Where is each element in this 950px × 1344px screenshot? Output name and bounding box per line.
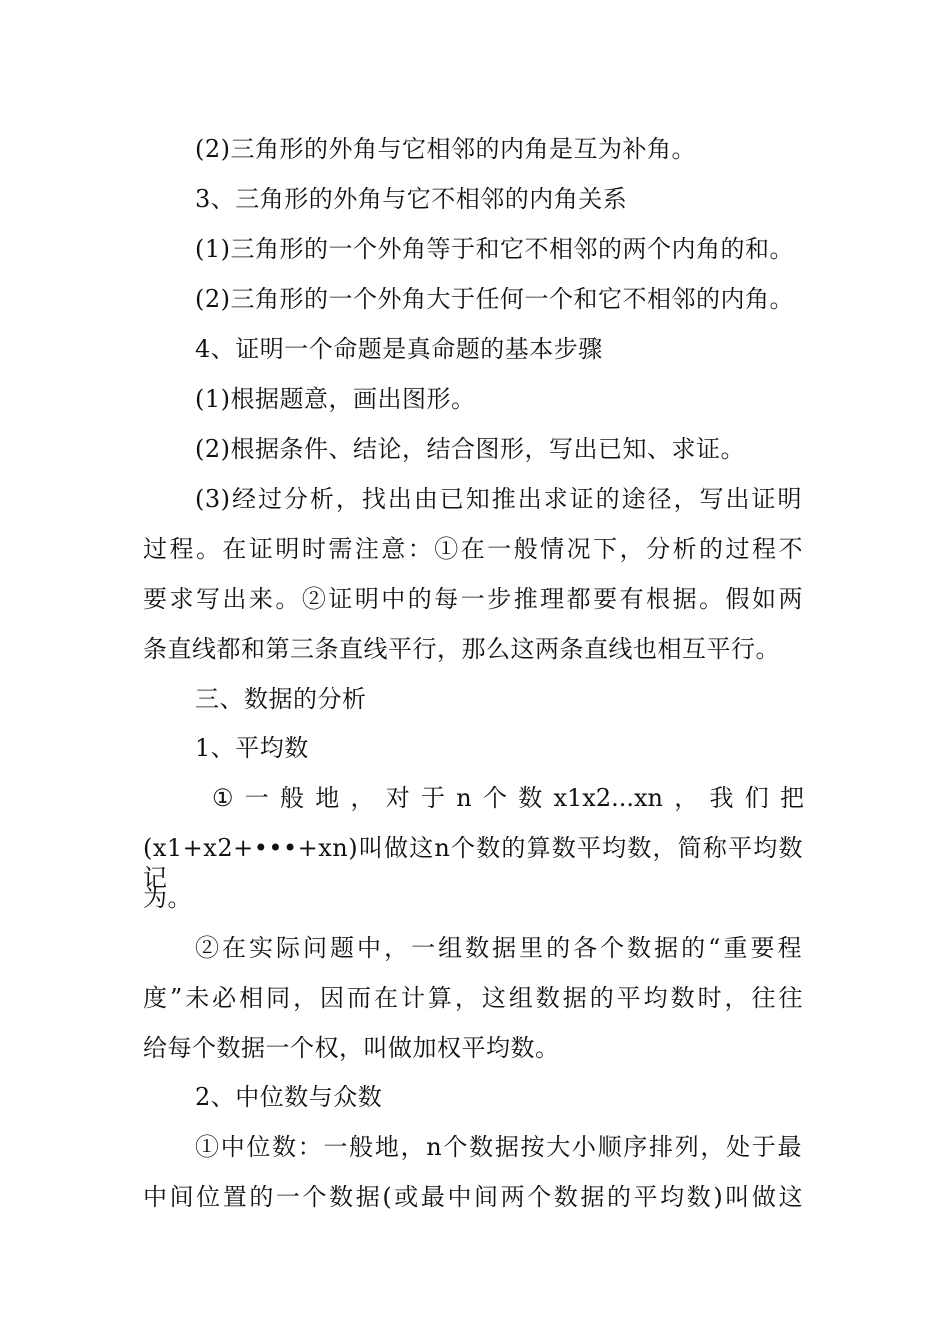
text-token: 数 <box>518 784 543 812</box>
text-token: 般 <box>280 784 305 812</box>
text-token: 一 <box>244 784 269 812</box>
text-token: 地 <box>315 784 340 812</box>
text-line: 度”未必相同，因而在计算，这组数据的平均数时，往往 <box>143 984 803 1012</box>
text-token: 个 <box>482 784 507 812</box>
text-line: 条直线都和第三条直线平行，那么这两条直线也相互平行。 <box>143 635 780 663</box>
text-token: 把 <box>779 784 804 812</box>
subsection-heading: 2、中位数与众数 <box>195 1083 383 1111</box>
text-line: 过程。在证明时需注意：①在一般情况下，分析的过程不 <box>143 535 803 563</box>
text-line: ①中位数：一般地，n个数据按大小顺序排列，处于最 <box>195 1133 802 1161</box>
text-token: 我 <box>709 784 734 812</box>
text-line: (x1+x2+•••+xn)叫做这n个数的算数平均数，简称平均数记 <box>143 834 803 892</box>
text-line: 4、证明一个命题是真命题的基本步骤 <box>195 335 603 363</box>
text-token: ① <box>212 784 234 812</box>
text-line: 要求写出来。②证明中的每一步推理都要有根据。假如两 <box>143 585 803 613</box>
text-line: 中间位置的一个数据(或最中间两个数据的平均数)叫做这 <box>143 1183 803 1211</box>
text-line: (1)三角形的一个外角等于和它不相邻的两个内角的和。 <box>195 235 794 263</box>
text-line: 3、三角形的外角与它不相邻的内角关系 <box>195 185 628 213</box>
text-token: n <box>456 784 472 812</box>
text-token: x1x2...xn <box>553 784 663 812</box>
text-line: 为。 <box>143 884 192 912</box>
text-line: ②在实际问题中，一组数据里的各个数据的“重要程 <box>195 934 802 962</box>
section-heading: 三、数据的分析 <box>195 685 367 713</box>
text-line: (1)根据题意，画出图形。 <box>195 385 476 413</box>
text-token: ， <box>674 784 699 812</box>
spaced-text-line <box>212 783 804 813</box>
text-token: 于 <box>421 784 446 812</box>
text-line: (3)经过分析，找出由已知推出求证的途径，写出证明 <box>195 485 802 513</box>
text-line: (2)三角形的外角与它相邻的内角是互为补角。 <box>195 135 696 163</box>
text-token: 对 <box>385 784 410 812</box>
text-token: 们 <box>744 784 769 812</box>
text-line: (2)三角形的一个外角大于任何一个和它不相邻的内角。 <box>195 285 794 313</box>
subsection-heading: 1、平均数 <box>195 734 309 762</box>
text-line: 给每个数据一个权，叫做加权平均数。 <box>143 1034 560 1062</box>
text-token: ， <box>350 784 375 812</box>
text-line: (2)根据条件、结论，结合图形，写出已知、求证。 <box>195 435 745 463</box>
